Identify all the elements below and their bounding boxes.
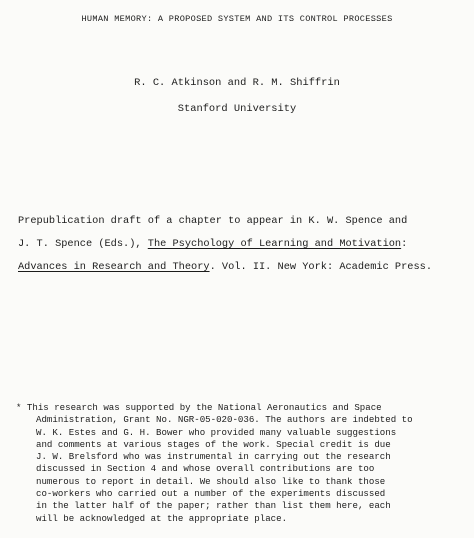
prepublication-line-3-suffix: . Vol. II. New York: Academic Press. [209, 261, 433, 273]
footnote-line: will be acknowledged at the appropriate place. [36, 512, 288, 524]
footnote-line: co-workers who carried out a number of the experiments discussed [36, 488, 386, 500]
footnote-line: in the latter half of the paper; rather than list them here, each [36, 500, 391, 512]
series-title: Advances in Research and Theory [18, 261, 210, 273]
footnote-line: * This research was supported by the National Aeronautics and Space [16, 402, 382, 413]
prepublication-line-2-prefix: J. T. Spence (Eds.), [18, 238, 148, 250]
footnote-line: J. W. Brelsford who was instrumental in carrying out the research [36, 451, 391, 463]
authors-line: R. C. Atkinson and R. M. Shiffrin [134, 77, 340, 89]
document-title: HUMAN MEMORY: A PROPOSED SYSTEM AND ITS CONTROL PROCESSES [81, 14, 393, 24]
affiliation-line: Stanford University [177, 103, 297, 115]
acknowledgement-footnote [16, 402, 472, 525]
footnote-line: and comments at various stages of the work. Special credit is due [36, 438, 391, 450]
footnote-line: W. K. Estes and G. H. Bower who provided many valuable suggestions [36, 426, 397, 438]
book-title: The Psychology of Learning and Motivation [147, 238, 402, 250]
prepublication-line-2 [18, 233, 470, 256]
footnote-line: Administration, Grant No. NGR-05-020-036. The authors are indebted to [36, 414, 413, 426]
footnote-line: numerous to report in detail. We should also like to thank those [36, 475, 386, 487]
prepublication-line-3 [18, 256, 470, 279]
prepublication-line-1: Prepublication draft of a chapter to appear in K. W. Spence and [18, 215, 408, 227]
footnote-line: discussed in Section 4 and whose overall contributions are too [36, 463, 375, 475]
prepublication-line-2-suffix: : [401, 238, 408, 250]
prepublication-note [18, 210, 470, 279]
